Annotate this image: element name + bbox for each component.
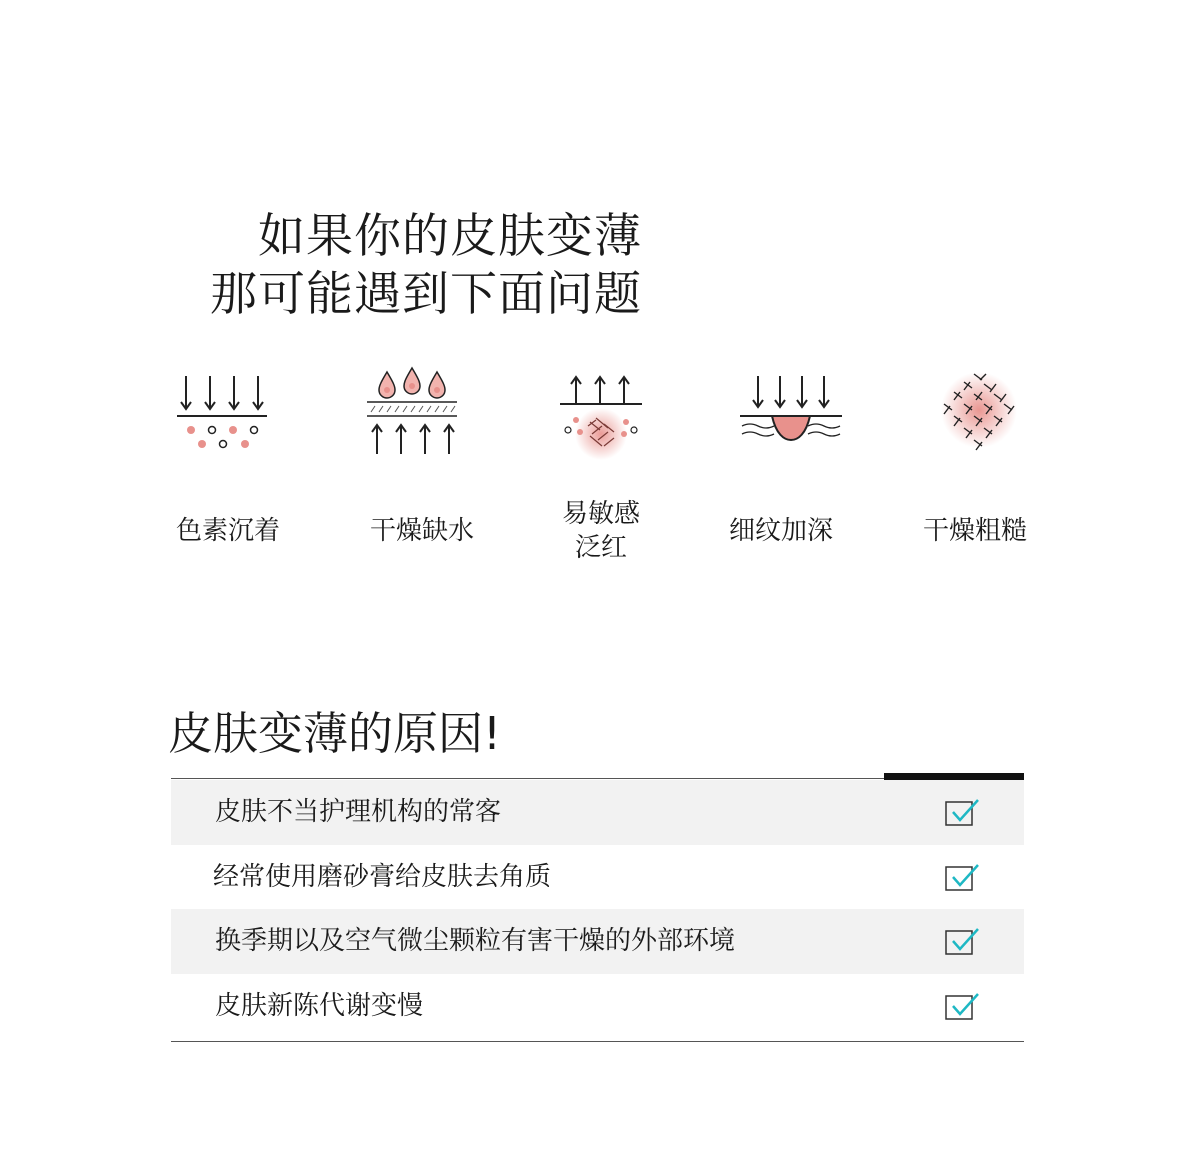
wrinkle-icon xyxy=(736,364,846,464)
title-line-2: 那可能遇到下面问题 xyxy=(210,267,642,322)
title-line-1: 如果你的皮肤变薄 xyxy=(258,209,642,264)
label-text: 色素沉着 xyxy=(175,516,281,546)
dehydration-icon xyxy=(357,364,467,464)
cause-row xyxy=(171,845,1024,910)
cause-row xyxy=(171,780,1024,845)
page-title xyxy=(0,208,642,324)
label-text-line-2: 泛红 xyxy=(574,533,628,563)
cause-text: 换季期以及空气微尘颗粒有害干燥的外部环境 xyxy=(215,926,736,956)
problem-icons xyxy=(0,364,1200,474)
problem-label-pigmentation xyxy=(176,514,280,548)
causes-title: 皮肤变薄的原因! xyxy=(168,707,502,760)
cause-text: 经常使用磨砂膏给皮肤去角质 xyxy=(213,861,552,892)
table-bottom-divider xyxy=(171,1041,1024,1042)
checkbox-checked-icon xyxy=(945,926,981,956)
label-text: 干燥粗糙 xyxy=(922,516,1028,546)
sensitivity-icon xyxy=(546,364,656,464)
label-text: 细纹加深 xyxy=(728,516,834,546)
cause-text: 皮肤新陈代谢变慢 xyxy=(215,990,424,1021)
rough-texture-icon xyxy=(924,364,1034,464)
label-text-line-1: 易敏感 xyxy=(561,499,641,529)
pigmentation-icon xyxy=(167,364,277,464)
cause-row xyxy=(171,974,1024,1039)
problem-label-dehydration xyxy=(370,514,474,548)
problem-label-sensitivity xyxy=(562,497,640,565)
problem-label-wrinkle xyxy=(729,514,833,548)
cause-row xyxy=(171,909,1024,974)
checkbox-checked-icon xyxy=(945,862,981,892)
cause-text: 皮肤不当护理机构的常客 xyxy=(215,797,502,827)
label-text: 干燥缺水 xyxy=(369,516,475,546)
checkbox-checked-icon xyxy=(945,991,981,1021)
problem-label-rough xyxy=(923,514,1027,548)
checkbox-checked-icon xyxy=(945,797,981,827)
